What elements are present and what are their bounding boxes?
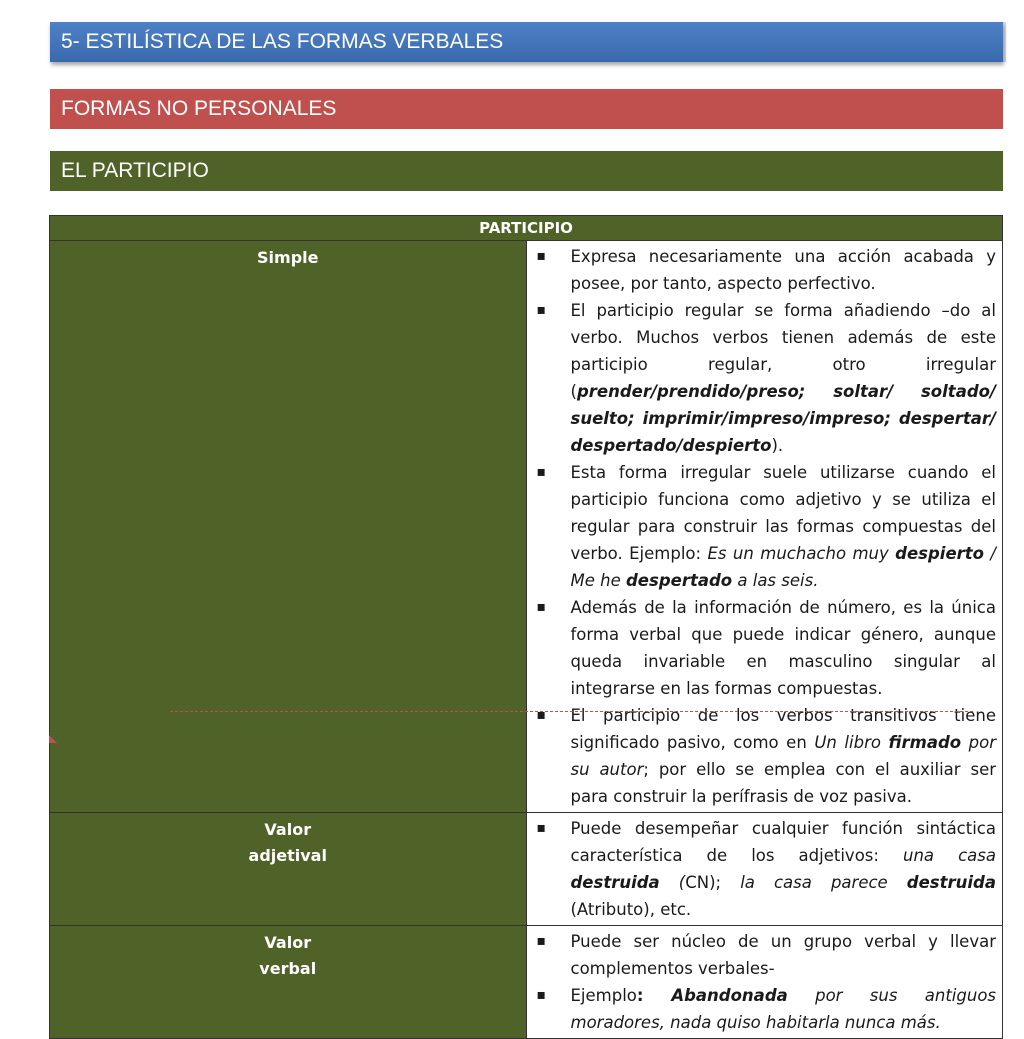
table-row-verbal <box>50 926 1003 1039</box>
row-label-verbal: Valor verbal <box>50 926 527 1039</box>
dashed-divider <box>170 711 973 712</box>
list-item: ▪ Puede desempeñar cualquier función sintáctica característica de los adjetivos: una casa destruida (CN); la casa parece destruida (Atributo), etc. <box>533 815 997 923</box>
bullet-list <box>533 815 997 923</box>
row-content-simple <box>526 241 1003 813</box>
table-header: PARTICIPIO <box>50 216 1003 241</box>
subtitle-banner <box>50 89 1003 129</box>
list-item: ▪ Además de la información de número, es la única forma verbal que puede indicar género, aunque queda invariable en masculino singular al integrarse en las formas compuestas. <box>533 594 997 702</box>
table-header-row <box>50 216 1003 241</box>
list-item: ▪ Expresa necesariamente una acción acabada y posee, por tanto, aspecto perfectivo. <box>533 243 997 297</box>
row-label-simple: Simple <box>50 241 527 813</box>
list-item: ▪ El participio de los verbos transitivos tiene significado pasivo, como en Un libro firmado por su autor; por ello se emplea con el auxiliar ser para construir la perífrasis de voz pasiva. <box>533 702 997 810</box>
bullet-list <box>533 928 997 1036</box>
section-banner <box>50 151 1003 191</box>
table-row-adjetival <box>50 813 1003 926</box>
banner-shadow <box>1003 22 1006 62</box>
row-label-adjetival: Valor adjetival <box>50 813 527 926</box>
slide-subtitle: FORMAS NO PERSONALES <box>61 97 337 120</box>
participio-table <box>49 215 1003 1039</box>
list-item: ▪ El participio regular se forma añadiendo –do al verbo. Muchos verbos tienen además de este participio regular, otro irregular (prender/prendido/preso; soltar/ soltado/ suelto; imprimir/impreso/impreso; despertar/ despertado/despierto). <box>533 297 997 459</box>
table-row-simple <box>50 241 1003 813</box>
bullet-list <box>533 243 997 810</box>
title-banner <box>50 22 1003 62</box>
corner-marker <box>49 735 57 743</box>
list-item: ▪ Esta forma irregular suele utilizarse cuando el participio funciona como adjetivo y se utiliza el regular para construir las formas compuestas del verbo. Ejemplo: Es un muchacho muy despierto / Me he despertado a las seis. <box>533 459 997 594</box>
row-content-verbal <box>526 926 1003 1039</box>
row-content-adjetival <box>526 813 1003 926</box>
list-item: ▪ Ejemplo: Abandonada por sus antiguos moradores, nada quiso habitarla nunca más. <box>533 982 997 1036</box>
section-title: EL PARTICIPIO <box>61 159 209 182</box>
list-item: ▪ Puede ser núcleo de un grupo verbal y llevar complementos verbales- <box>533 928 997 982</box>
slide-title: 5- ESTILÍSTICA DE LAS FORMAS VERBALES <box>61 30 504 53</box>
